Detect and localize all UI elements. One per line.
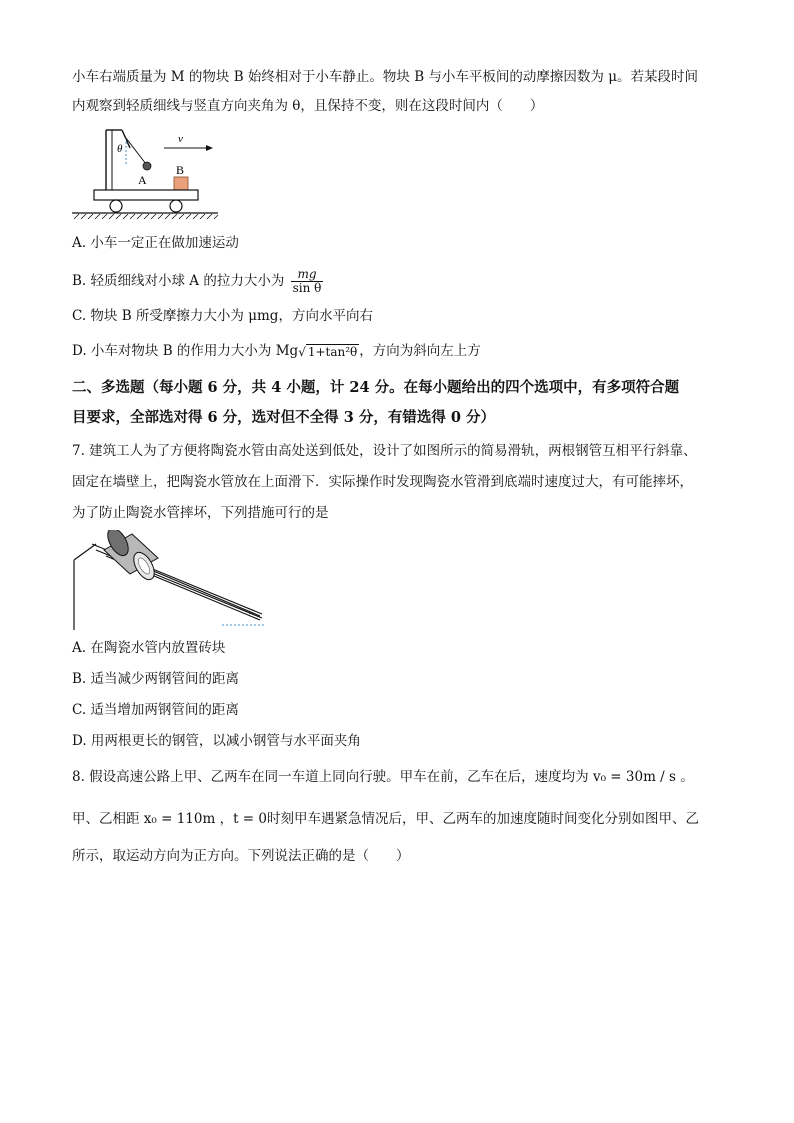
q6-stem-line1: 小车右端质量为 M 的物块 B 始终相对于小车静止。物块 B 与小车平板间的动摩擦因数为 μ。若某段时间 <box>72 69 698 85</box>
theta-label: θ <box>117 143 123 155</box>
q6-option-b <box>72 266 325 296</box>
q6-option-d-suffix: ，方向为斜向左上方 <box>359 343 481 359</box>
q8-stem-line3: 所示，取运动方向为正方向。下列说法正确的是（ ） <box>72 848 410 864</box>
sqrt-expression: √ 1+tan²θ <box>298 344 358 359</box>
fraction-numerator: mg <box>291 268 324 282</box>
q7-pipe-slide-figure <box>70 530 270 630</box>
section2-heading-line2: 目要求，全部选对得 6 分，选对但不全得 3 分，有错选得 0 分） <box>72 409 496 426</box>
velocity-label: v <box>178 133 183 145</box>
q6-option-d-text: D. 小车对物块 B 的作用力大小为 Mg <box>72 343 299 359</box>
q6-option-b-text: B. 轻质细线对小球 A 的拉力大小为 <box>72 273 285 289</box>
q6-option-a: A. 小车一定正在做加速运动 <box>72 235 239 251</box>
q6-option-c: C. 物块 B 所受摩擦力大小为 μmg，方向水平向右 <box>72 308 373 324</box>
sqrt-radicand: 1+tan²θ <box>307 344 358 359</box>
fraction-denominator: sin θ <box>292 281 322 295</box>
q8-stem-line1: 8. 假设高速公路上甲、乙两车在同一车道上同向行驶。甲车在前，乙车在后，速度均为 v₀ = 30m / s 。 <box>72 769 694 785</box>
q6-option-b-fraction <box>291 268 324 295</box>
q6-option-d <box>72 341 481 362</box>
q6-cart-figure <box>68 126 228 226</box>
q7-option-b: B. 适当减少两钢管间的距离 <box>72 671 240 687</box>
q8-stem-line2: 甲、乙相距 x₀ = 110m ，t = 0时刻甲车遇紧急情况后，甲、乙两车的加速度随时间变化分别如图甲、乙 <box>72 811 699 827</box>
q7-option-d: D. 用两根更长的钢管，以减小钢管与水平面夹角 <box>72 733 361 749</box>
q7-option-c: C. 适当增加两钢管间的距离 <box>72 702 239 718</box>
section2-heading-line1: 二、多选题（每小题 6 分，共 4 小题，计 24 分。在每小题给出的四个选项中，有多项符合题 <box>72 379 680 396</box>
q6-stem-line2: 内观察到轻质细线与竖直方向夹角为 θ，且保持不变，则在这段时间内（ ） <box>72 98 544 114</box>
q7-stem-line1: 7. 建筑工人为了方便将陶瓷水管由高处送到低处，设计了如图所示的简易滑轨，两根钢管互相平行斜靠、 <box>72 443 697 459</box>
block-b-label: B <box>176 163 185 177</box>
ball-a-label: A <box>138 173 147 187</box>
q7-stem-line2: 固定在墙壁上，把陶瓷水管放在上面滑下．实际操作时发现陶瓷水管滑到底端时速度过大，有可能摔坏， <box>72 474 693 490</box>
q7-option-a: A. 在陶瓷水管内放置砖块 <box>72 640 226 656</box>
q7-stem-line3: 为了防止陶瓷水管摔坏，下列措施可行的是 <box>72 505 329 521</box>
